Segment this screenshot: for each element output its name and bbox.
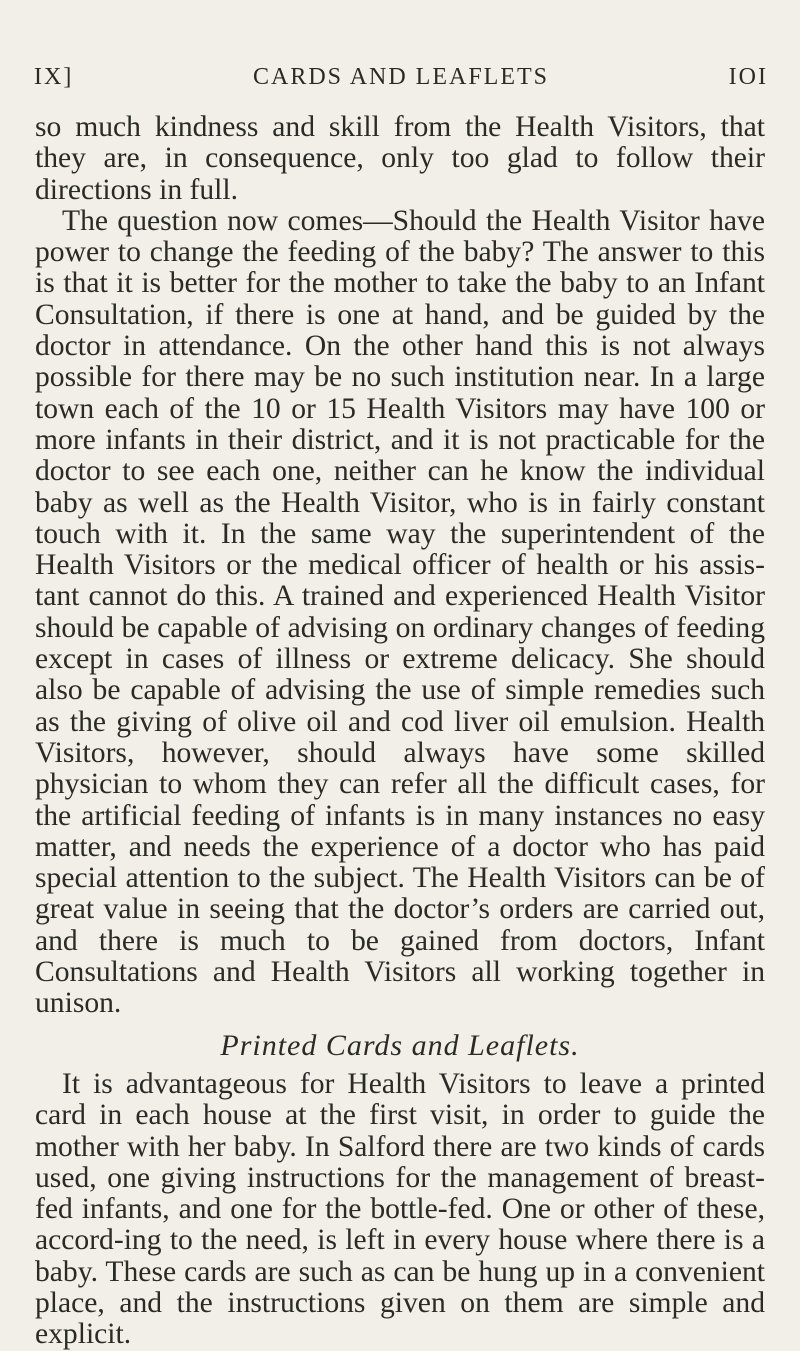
paragraph: It is advantageous for Health Visitors to leave a printed card in each house at the first visit, in order to guide the mother with her baby. In Salford there are two kinds of cards used, one giving instructions for the management of breast-fed infants, and one for the bottle-fed. One or other of these, accord-ing to the need, is left in every house where there is a baby. These cards are such as can be hung up in a convenient place, and the instructions given on them are simple and explicit. xyxy=(35,1067,765,1351)
paragraph: The question now comes—Should the Health Visitor have power to change the feeding of the baby? The answer to this is that it is better for the mother to take the baby to an Infant Consultation, if there is one at hand, and be guided by the doctor in attendance. On the other hand this is not always possible for there may be no such institution near. In a large town each of the 10 or 15 Health Visitors may have 100 or more infants in their district, and it is not practicable for the doctor to see each one, neither can he know the individual baby as well as the Health Visitor, who is in fairly constant touch with it. In the same way the superintendent of the Health Visitors or the medical officer of health or his assis-tant cannot do this. A trained and experienced Health Visitor should be capable of advising on ordinary changes of feeding except in cases of illness or extreme delicacy. She should also be capable of advising the use of simple remedies such as the giving of olive oil and cod liver oil emulsion. Health Visitors, however, should always have some skilled physician to whom they can refer all the difficult cases, for the artificial feeding of infants is in many instances no easy matter, and needs the experience of a doctor who has paid special attention to the subject. The Health Visitors can be of great value in seeing that the doctor’s orders are carried out, and there is much to be gained from doctors, Infant Consultations and Health Visitors all working together in unison. xyxy=(35,204,765,1020)
page-number: IOI xyxy=(728,64,768,90)
section-heading: Printed Cards and Leaflets. xyxy=(220,1028,580,1062)
running-title: CARDS AND LEAFLETS xyxy=(252,64,550,90)
chapter-number: IX] xyxy=(34,64,74,90)
paragraph-continued: so much kindness and skill from the Health Visitors, that they are, in consequence, only too glad to follow their directions in full. xyxy=(35,111,765,206)
page-body xyxy=(35,112,765,1351)
running-header xyxy=(34,64,768,104)
